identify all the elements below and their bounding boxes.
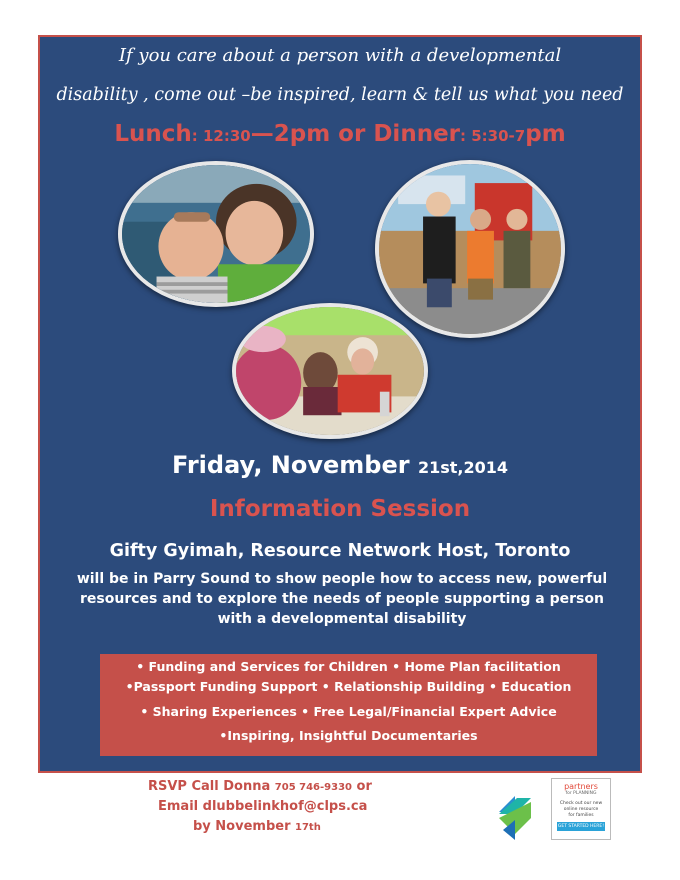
lunch-label: Lunch	[114, 121, 192, 147]
event-host: Gifty Gyimah, Resource Network Host, Toronto	[109, 541, 571, 561]
rsvp-call-line	[148, 777, 372, 798]
lunch-time-start: 12:30	[202, 127, 251, 145]
dinner-time-suffix: pm	[525, 121, 566, 147]
photo-store-volunteers	[375, 160, 565, 338]
dinner-time-range: 5:30-7	[471, 127, 526, 145]
rsvp-deadline-day: 17th	[295, 822, 321, 833]
rsvp-email[interactable]: Email dlubbelinkhof@clps.ca	[158, 799, 368, 814]
partners-brand-b: for PLANNING	[565, 791, 597, 796]
partners-copy	[552, 801, 610, 819]
partners-brand-a: partners	[564, 782, 598, 791]
partners-copy-1: Check out our new	[559, 801, 603, 806]
photo-family	[118, 161, 314, 307]
dinner-sep: :	[460, 127, 472, 145]
topics-line-2: •Passport Funding Support • Relationship Building • Education	[125, 679, 572, 694]
rsvp-call-label: RSVP Call Donna	[148, 779, 275, 794]
topics-line-3: • Sharing Experiences • Free Legal/Financial Expert Advice	[140, 704, 557, 719]
or-text: or	[330, 121, 374, 147]
rsvp-or: or	[352, 779, 372, 794]
event-date	[40, 449, 640, 484]
partners-for-planning-logo[interactable]	[551, 778, 611, 840]
topics-line-4: •Inspiring, Insightful Documentaries	[219, 728, 478, 743]
topics-box	[100, 654, 597, 756]
topics-line-1: • Funding and Services for Children • Home Plan facilitation	[136, 659, 561, 674]
rsvp-deadline	[193, 817, 321, 838]
dinner-label: Dinner	[373, 121, 461, 147]
lunch-time-end: —2pm	[250, 121, 331, 147]
event-date-day: 21st,2014	[417, 458, 508, 477]
event-date-main: Friday, November	[171, 451, 418, 479]
organization-logo-icon	[497, 790, 531, 842]
lunch-sep: :	[191, 127, 203, 145]
rsvp-deadline-label: by November	[193, 819, 296, 834]
event-title: Information Session	[209, 496, 471, 522]
flyer-panel	[38, 35, 642, 773]
intro-line-2: disability , come out –be inspired, learn & tell us what you need	[56, 85, 624, 105]
description-line-2: resources and to explore the needs of people supporting a person	[80, 591, 604, 607]
photo-discussion	[232, 303, 428, 439]
partners-copy-3: for families	[568, 813, 594, 818]
description-line-3: with a developmental disability	[217, 611, 467, 627]
intro-line-1: If you care about a person with a developmental	[118, 45, 562, 66]
partners-logo-brand	[552, 782, 610, 791]
meal-times	[40, 119, 640, 151]
event-description	[58, 569, 626, 629]
get-started-button[interactable]: GET STARTED HERE!	[557, 824, 605, 829]
description-line-1: will be in Parry Sound to show people how to access new, powerful	[76, 571, 608, 587]
partners-copy-2: online resource	[563, 807, 599, 812]
rsvp-phone[interactable]: 705 746-9330	[274, 782, 352, 793]
